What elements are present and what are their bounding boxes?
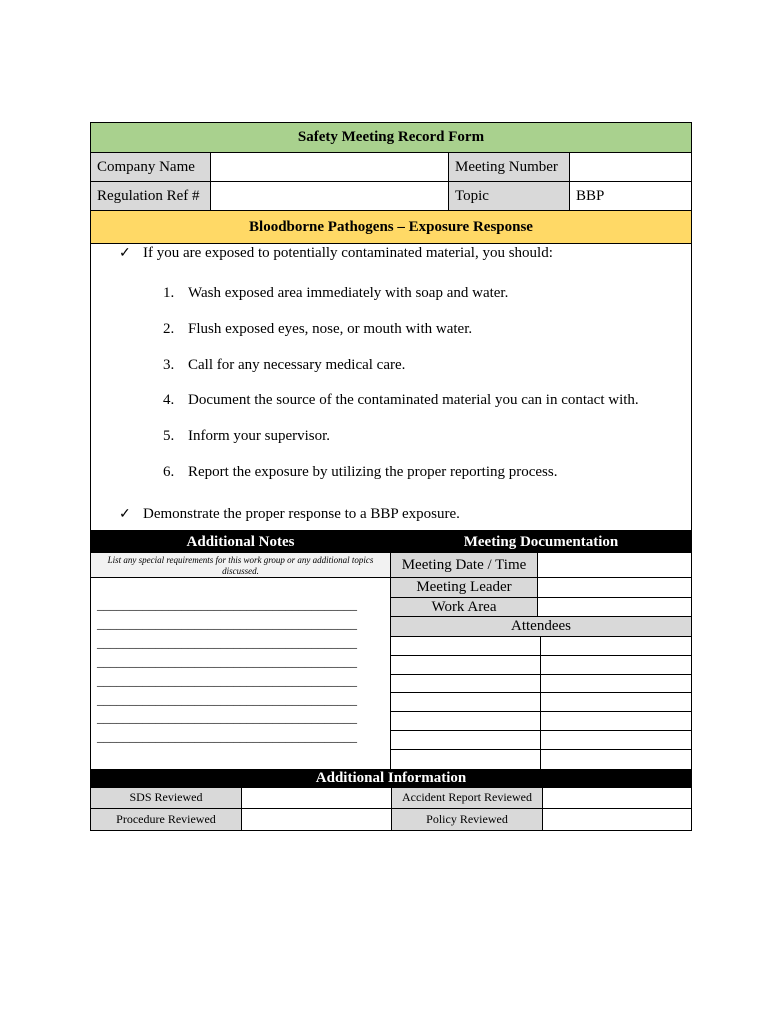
company-name-label: Company Name (91, 153, 211, 181)
table-row (91, 788, 691, 809)
list-item: 1. Wash exposed area immediately with soap and water. (163, 285, 509, 302)
section-content (91, 244, 691, 531)
note-line[interactable]: ________________________________________ (97, 729, 357, 745)
regulation-ref-field[interactable] (211, 182, 449, 210)
list-item: 4. Document the source of the contaminated material you can in contact with. (163, 392, 639, 409)
topic-field[interactable]: BBP (576, 187, 605, 204)
table-row (391, 656, 691, 675)
table-row (391, 637, 691, 656)
meeting-documentation-column (391, 531, 691, 769)
meeting-number-label: Meeting Number (449, 153, 570, 181)
table-row (391, 731, 691, 750)
intro-line (119, 244, 553, 262)
company-name-field[interactable] (211, 153, 449, 181)
meeting-date-label: Meeting Date / Time (391, 553, 538, 577)
meeting-date-row (391, 553, 691, 578)
attendee-cell[interactable] (541, 675, 691, 693)
additional-notes-column (91, 531, 391, 769)
list-item: 2. Flush exposed eyes, nose, or mouth with water. (163, 321, 473, 338)
attendees-table (391, 637, 691, 769)
meeting-leader-field[interactable] (538, 578, 691, 597)
steps-list (163, 276, 639, 490)
notes-lines[interactable] (91, 578, 390, 747)
list-item: 6. Report the exposure by utilizing the proper reporting process. (163, 463, 558, 480)
form-title: Safety Meeting Record Form (91, 123, 691, 153)
work-area-field[interactable] (538, 598, 691, 616)
work-area-label: Work Area (391, 598, 538, 616)
accident-report-field[interactable] (543, 788, 691, 808)
attendee-cell[interactable] (541, 731, 691, 749)
table-row (391, 675, 691, 694)
attendee-cell[interactable] (391, 656, 541, 674)
section-heading: Bloodborne Pathogens – Exposure Response (91, 211, 691, 244)
work-area-row (391, 598, 691, 617)
topic-label: Topic (449, 182, 570, 210)
attendee-cell[interactable] (541, 750, 691, 769)
attendee-cell[interactable] (391, 693, 541, 711)
attendee-cell[interactable] (391, 750, 541, 769)
table-row (91, 809, 691, 830)
additional-notes-heading: Additional Notes (91, 531, 390, 553)
regulation-ref-label: Regulation Ref # (91, 182, 211, 210)
attendee-cell[interactable] (541, 637, 691, 655)
policy-reviewed-label: Policy Reviewed (392, 809, 543, 830)
checkmark-icon: ✓ (119, 506, 131, 522)
meeting-documentation-heading: Meeting Documentation (391, 531, 691, 553)
info-row-regulation (91, 182, 691, 211)
note-line[interactable]: ________________________________________ (97, 691, 357, 707)
intro-text: If you are exposed to potentially contaminated material, you should: (143, 244, 553, 261)
meeting-leader-row (391, 578, 691, 598)
note-line[interactable]: ________________________________________ (97, 672, 357, 688)
list-item: 5. Inform your supervisor. (163, 428, 331, 445)
list-item: 3. Call for any necessary medical care. (163, 356, 406, 373)
table-row (391, 712, 691, 731)
notes-instructions: List any special requirements for this work group or any additional topics discussed. (91, 553, 390, 578)
attendee-cell[interactable] (391, 637, 541, 655)
sds-reviewed-label: SDS Reviewed (91, 788, 242, 808)
note-line[interactable]: ________________________________________ (97, 597, 357, 612)
closing-line (119, 504, 460, 524)
procedure-reviewed-field[interactable] (242, 809, 392, 830)
attendee-cell[interactable] (541, 693, 691, 711)
safety-meeting-form (90, 122, 692, 831)
policy-reviewed-field[interactable] (543, 809, 691, 830)
accident-report-label: Accident Report Reviewed (392, 788, 543, 808)
meeting-date-field[interactable] (538, 553, 691, 577)
attendee-cell[interactable] (541, 656, 691, 674)
procedure-reviewed-label: Procedure Reviewed (91, 809, 242, 830)
notes-documentation (91, 531, 691, 769)
note-line[interactable]: ________________________________________ (97, 634, 357, 650)
additional-information-table (91, 788, 691, 830)
table-row (391, 750, 691, 769)
additional-information-heading: Additional Information (91, 769, 691, 788)
table-row (391, 693, 691, 712)
closing-text: Demonstrate the proper response to a BBP exposure. (143, 505, 460, 522)
attendee-cell[interactable] (391, 675, 541, 693)
note-line[interactable]: ________________________________________ (97, 653, 357, 669)
note-line[interactable]: ________________________________________ (97, 710, 357, 726)
info-row-company (91, 153, 691, 182)
attendees-heading: Attendees (391, 617, 691, 637)
meeting-number-field[interactable] (570, 153, 691, 181)
attendee-cell[interactable] (391, 731, 541, 749)
meeting-leader-label: Meeting Leader (391, 578, 538, 597)
sds-reviewed-field[interactable] (242, 788, 392, 808)
attendee-cell[interactable] (391, 712, 541, 730)
attendee-cell[interactable] (541, 712, 691, 730)
checkmark-icon: ✓ (119, 245, 131, 261)
note-line[interactable]: ________________________________________ (97, 615, 357, 631)
